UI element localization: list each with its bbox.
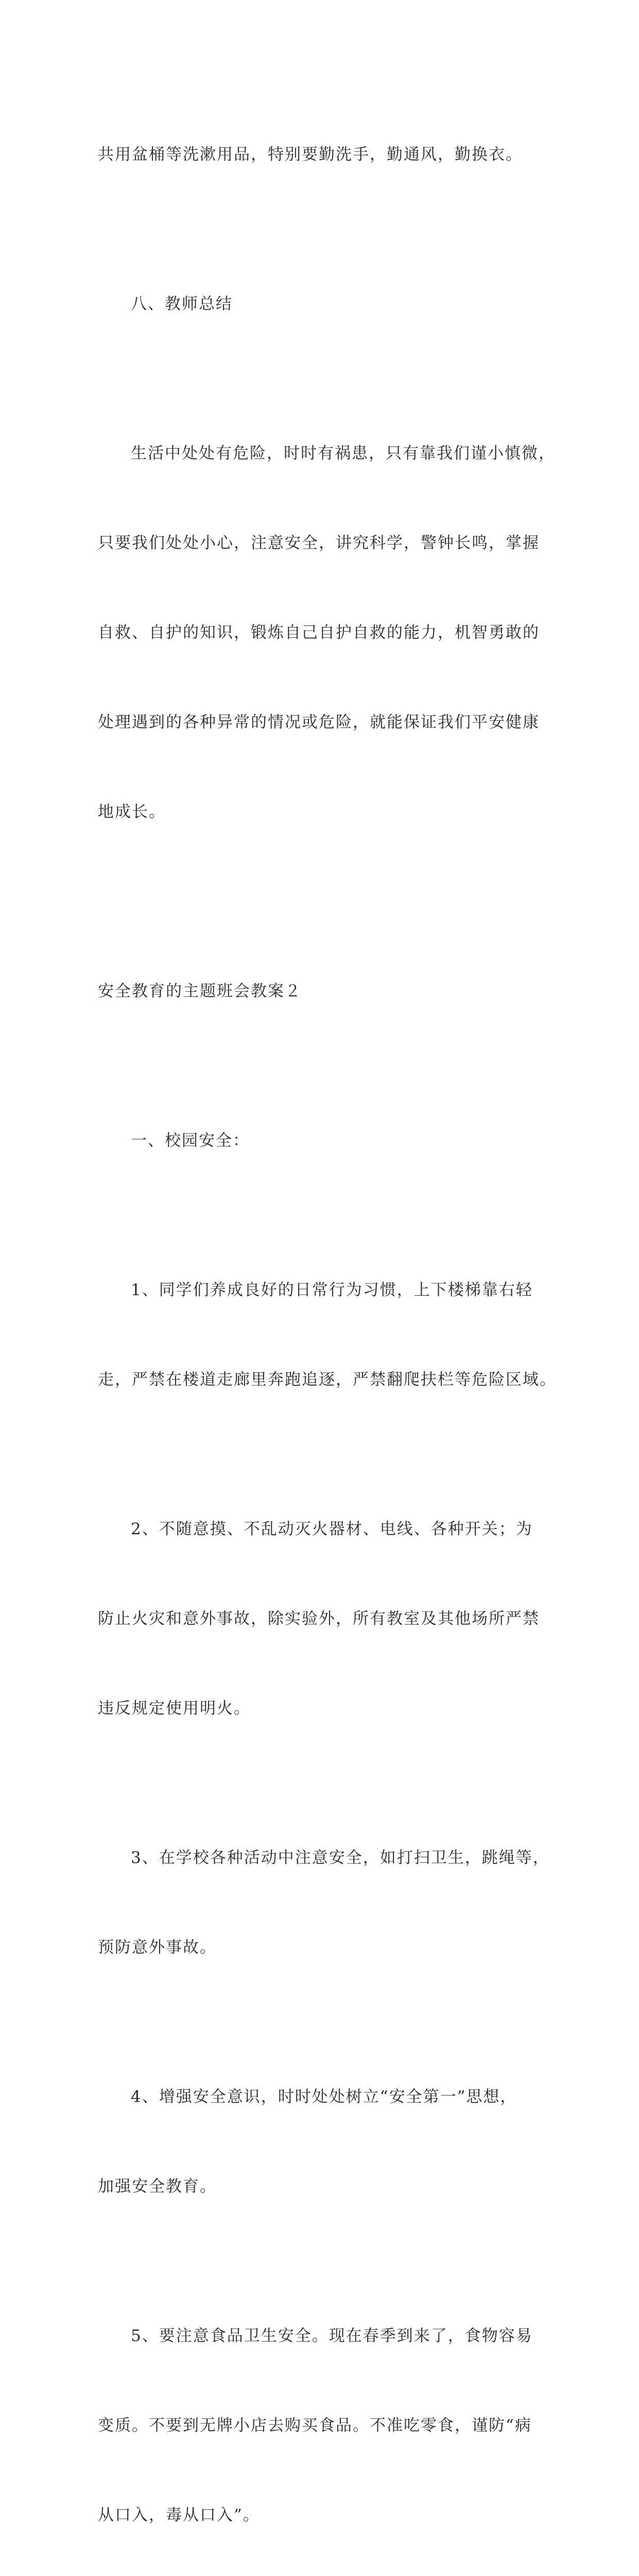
section-title <box>98 917 546 1066</box>
section-gap <box>98 887 546 917</box>
text-line: 地成长。 <box>98 803 166 821</box>
text-line: 预防意外事故。 <box>98 1938 217 1957</box>
paragraph-continued <box>98 80 546 229</box>
heading-teacher-summary <box>98 229 546 379</box>
paragraph-item-2 <box>98 1454 546 1783</box>
text-line: 自救、自护的知识，锻炼自己自护自救的能力，机智勇敢的 <box>98 623 540 642</box>
text-line: 变质。不要到无牌小店去购买食品。不准吃零食，谨防“病 <box>98 2416 532 2435</box>
text-line: 从口入，毒从口入”。 <box>98 2506 260 2524</box>
document-body <box>98 80 557 2576</box>
paragraph-item-4 <box>98 2022 546 2261</box>
text-line: 一、校园安全： <box>131 1131 250 1150</box>
paragraph-item-1 <box>98 1215 557 1454</box>
text-line: 生活中处处有危险，时时有祸患，只有靠我们谨小慎微， <box>131 444 556 463</box>
text-line: 安全教育的主题班会教案２ <box>98 982 302 1001</box>
text-line: 2、不随意摸、不乱动灭火器材、电线、各种开关；为 <box>131 1520 533 1538</box>
text-line: 防止火灾和意外事故，除实验外，所有教室及其他场所严禁 <box>98 1609 540 1628</box>
text-line: 违反规定使用明火。 <box>98 1699 251 1718</box>
text-line: 1、同学们养成良好的日常行为习惯，上下楼梯靠右轻 <box>131 1281 533 1299</box>
text-line: 4、增强安全意识，时时处处树立“安全第一”思想， <box>131 2088 517 2106</box>
text-line: 八、教师总结 <box>131 295 233 313</box>
paragraph-item-3 <box>98 1783 550 2022</box>
heading-campus-safety <box>98 1066 546 1215</box>
paragraph-summary <box>98 379 556 887</box>
text-line: 3、在学校各种活动中注意安全，如打扫卫生，跳绳等， <box>131 1849 550 1867</box>
text-line: 走，严禁在楼道走廊里奔跑追逐，严禁翻爬扶栏等危险区域。 <box>98 1370 557 1389</box>
text-line: 只要我们处处小心，注意安全，讲究科学，警钟长鸣，掌握 <box>98 534 540 552</box>
text-line: 5、要注意食品卫生安全。现在春季到来了，食物容易 <box>131 2327 533 2345</box>
text-line: 处理遇到的各种异常的情况或危险，就能保证我们平安健康 <box>98 713 540 732</box>
text-line: 加强安全教育。 <box>98 2177 217 2196</box>
text-line: 共用盆桶等洗漱用品，特别要勤洗手，勤通风，勤换衣。 <box>98 145 523 164</box>
paragraph-item-5 <box>98 2261 546 2576</box>
